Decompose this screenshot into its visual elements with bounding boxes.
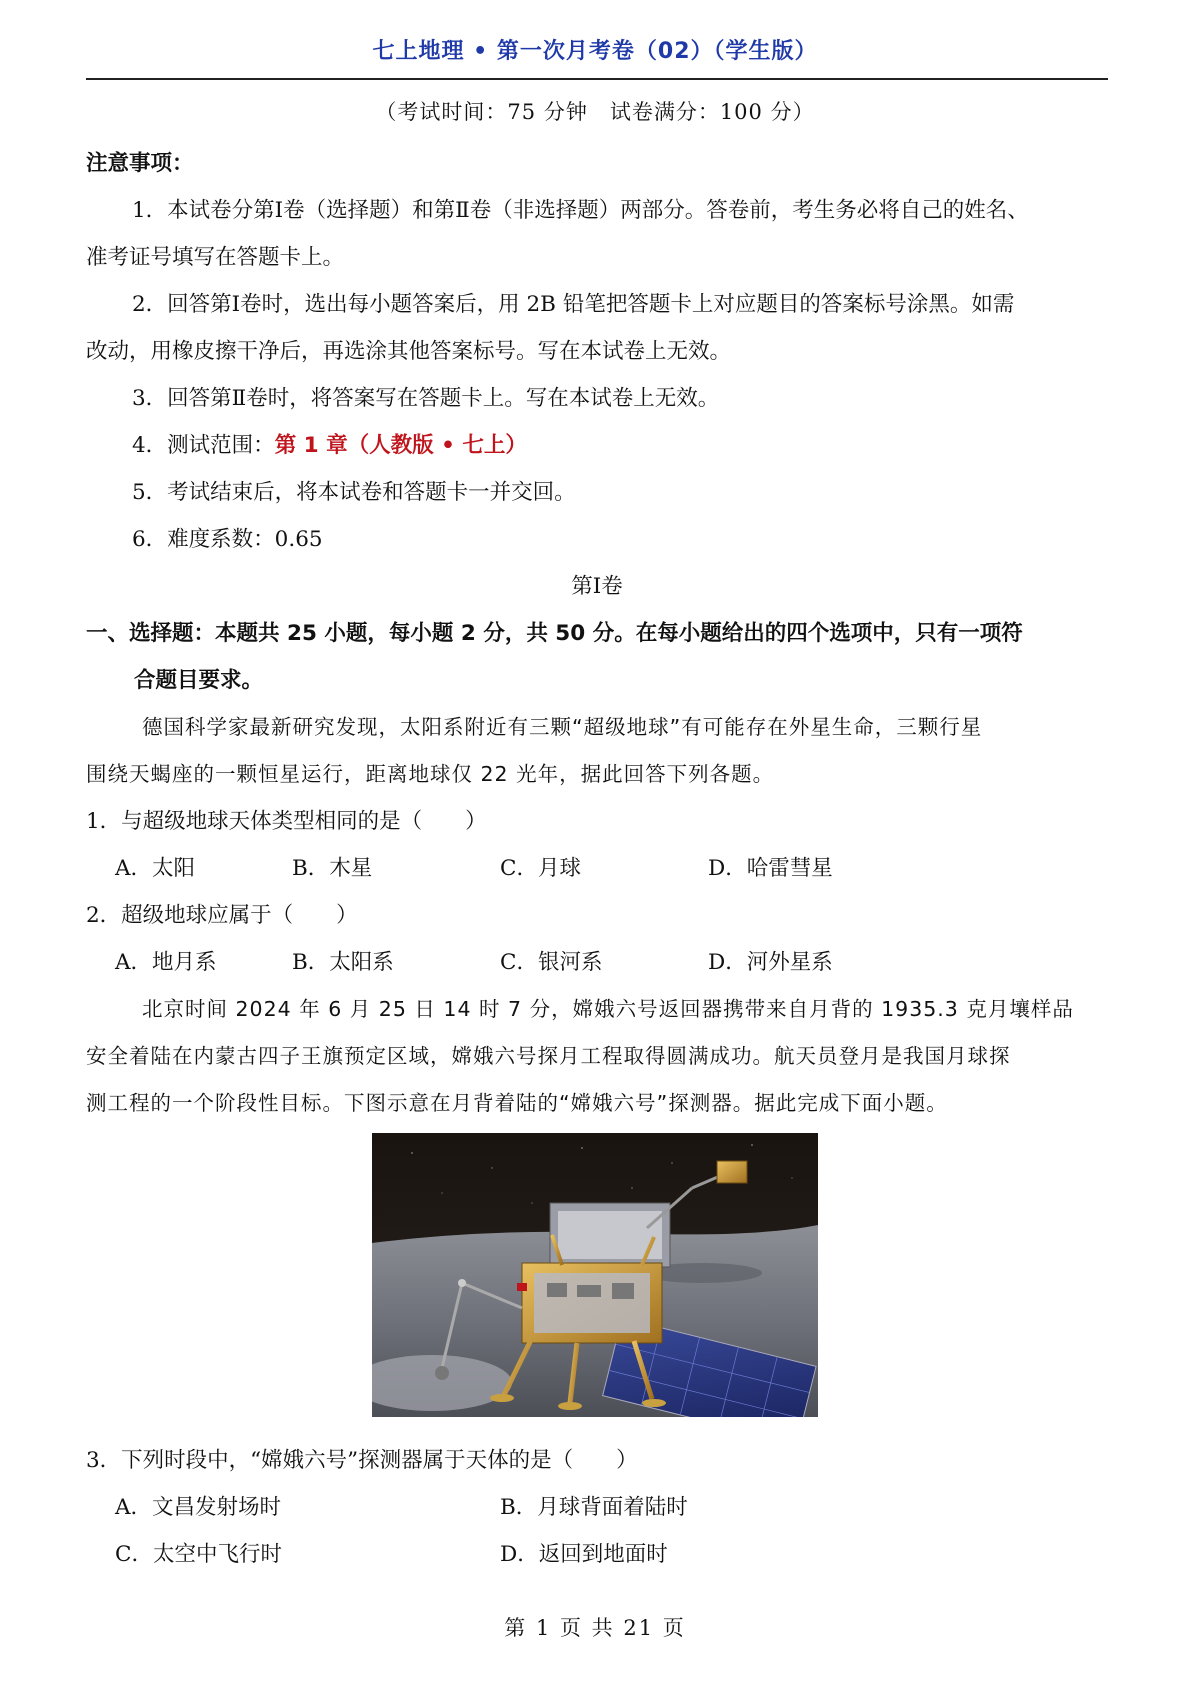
question-3-options-row-2 bbox=[86, 1531, 1108, 1578]
q2-option-d: D．河外星系 bbox=[708, 950, 833, 975]
notice-item-3: 3．回答第Ⅱ卷时，将答案写在答题卡上。写在本试卷上无效。 bbox=[132, 386, 720, 411]
question-2-options bbox=[86, 939, 1108, 986]
question-3-options-row-1 bbox=[86, 1484, 1108, 1531]
notice-item-6: 6．难度系数：0.65 bbox=[132, 527, 323, 552]
question-1-options bbox=[86, 845, 1108, 892]
volume-title: 第Ⅰ卷 bbox=[571, 574, 623, 599]
header-divider bbox=[86, 78, 1108, 80]
notice-item-5: 5．考试结束后，将本试卷和答题卡一并交回。 bbox=[132, 480, 576, 505]
q1-option-c: C．月球 bbox=[500, 856, 581, 881]
q2-option-c: C．银河系 bbox=[500, 950, 603, 975]
notice-item-2-line-2: 改动，用橡皮擦干净后，再选涂其他答案标号。写在本试卷上无效。 bbox=[86, 339, 732, 364]
page-footer: 第 1 页 共 21 页 bbox=[504, 1616, 686, 1640]
q1-option-a: A．太阳 bbox=[115, 856, 196, 881]
passage-1-line-2: 围绕天蝎座的一颗恒星运行，距离地球仅 22 光年，据此回答下列各题。 bbox=[86, 762, 775, 786]
q3-option-a: A．文昌发射场时 bbox=[115, 1495, 282, 1520]
q3-option-d: D．返回到地面时 bbox=[500, 1542, 668, 1567]
question-2-stem: 2．超级地球应属于（ ） bbox=[86, 903, 358, 928]
question-1-stem: 1．与超级地球天体类型相同的是（ ） bbox=[86, 809, 487, 834]
notice-heading: 注意事项： bbox=[86, 151, 194, 176]
section-1-heading-line-1: 一、选择题：本题共 25 小题，每小题 2 分，共 50 分。在每小题给出的四个选项中，只有一项符 bbox=[86, 621, 1023, 646]
passage-2-line-1: 北京时间 2024 年 6 月 25 日 14 时 7 分，嫦娥六号返回器携带来自月背的 1935.3 克月壤样品 bbox=[142, 997, 1074, 1021]
figure-container bbox=[86, 1127, 1108, 1437]
q3-option-c: C．太空中飞行时 bbox=[115, 1542, 282, 1567]
passage-1-line-1: 德国科学家最新研究发现，太阳系附近有三颗“超级地球”有可能存在外星生命，三颗行星 bbox=[142, 715, 983, 739]
question-3-stem: 3．下列时段中，“嫦娥六号”探测器属于天体的是（ ） bbox=[86, 1448, 638, 1473]
notice-item-1-line-1: 1．本试卷分第Ⅰ卷（选择题）和第Ⅱ卷（非选择题）两部分。答卷前，考生务必将自己的姓名、 bbox=[132, 198, 1029, 223]
exam-info: （考试时间：75 分钟 试卷满分：100 分） bbox=[375, 100, 815, 124]
q2-option-b: B．太阳系 bbox=[292, 950, 394, 975]
page-content bbox=[86, 140, 1108, 1578]
section-1-heading-line-2: 合题目要求。 bbox=[134, 668, 264, 693]
notice-item-4 bbox=[86, 422, 1108, 469]
change6-lander-photo bbox=[372, 1133, 818, 1417]
q1-option-b: B．木星 bbox=[292, 856, 373, 881]
q2-option-a: A．地月系 bbox=[115, 950, 217, 975]
notice-item-2-line-1: 2．回答第Ⅰ卷时，选出每小题答案后，用 2B 铅笔把答题卡上对应题目的答案标号涂黑。如需 bbox=[132, 292, 1015, 317]
notice-item-1-line-2: 准考证号填写在答题卡上。 bbox=[86, 245, 345, 270]
document-header-title: 七上地理 • 第一次月考卷（02）（学生版） bbox=[372, 39, 818, 64]
q3-option-b: B．月球背面着陆时 bbox=[500, 1495, 688, 1520]
passage-2-line-3: 测工程的一个阶段性目标。下图示意在月背着陆的“嫦娥六号”探测器。据此完成下面小题。 bbox=[86, 1091, 948, 1115]
notice-item-4-prefix: 4．测试范围： bbox=[132, 433, 275, 458]
test-scope-highlight: 第 1 章（人教版 • 七上） bbox=[274, 433, 527, 458]
q1-option-d: D．哈雷彗星 bbox=[708, 856, 833, 881]
passage-2-line-2: 安全着陆在内蒙古四子王旗预定区域，嫦娥六号探月工程取得圆满成功。航天员登月是我国月球探 bbox=[86, 1044, 1011, 1068]
